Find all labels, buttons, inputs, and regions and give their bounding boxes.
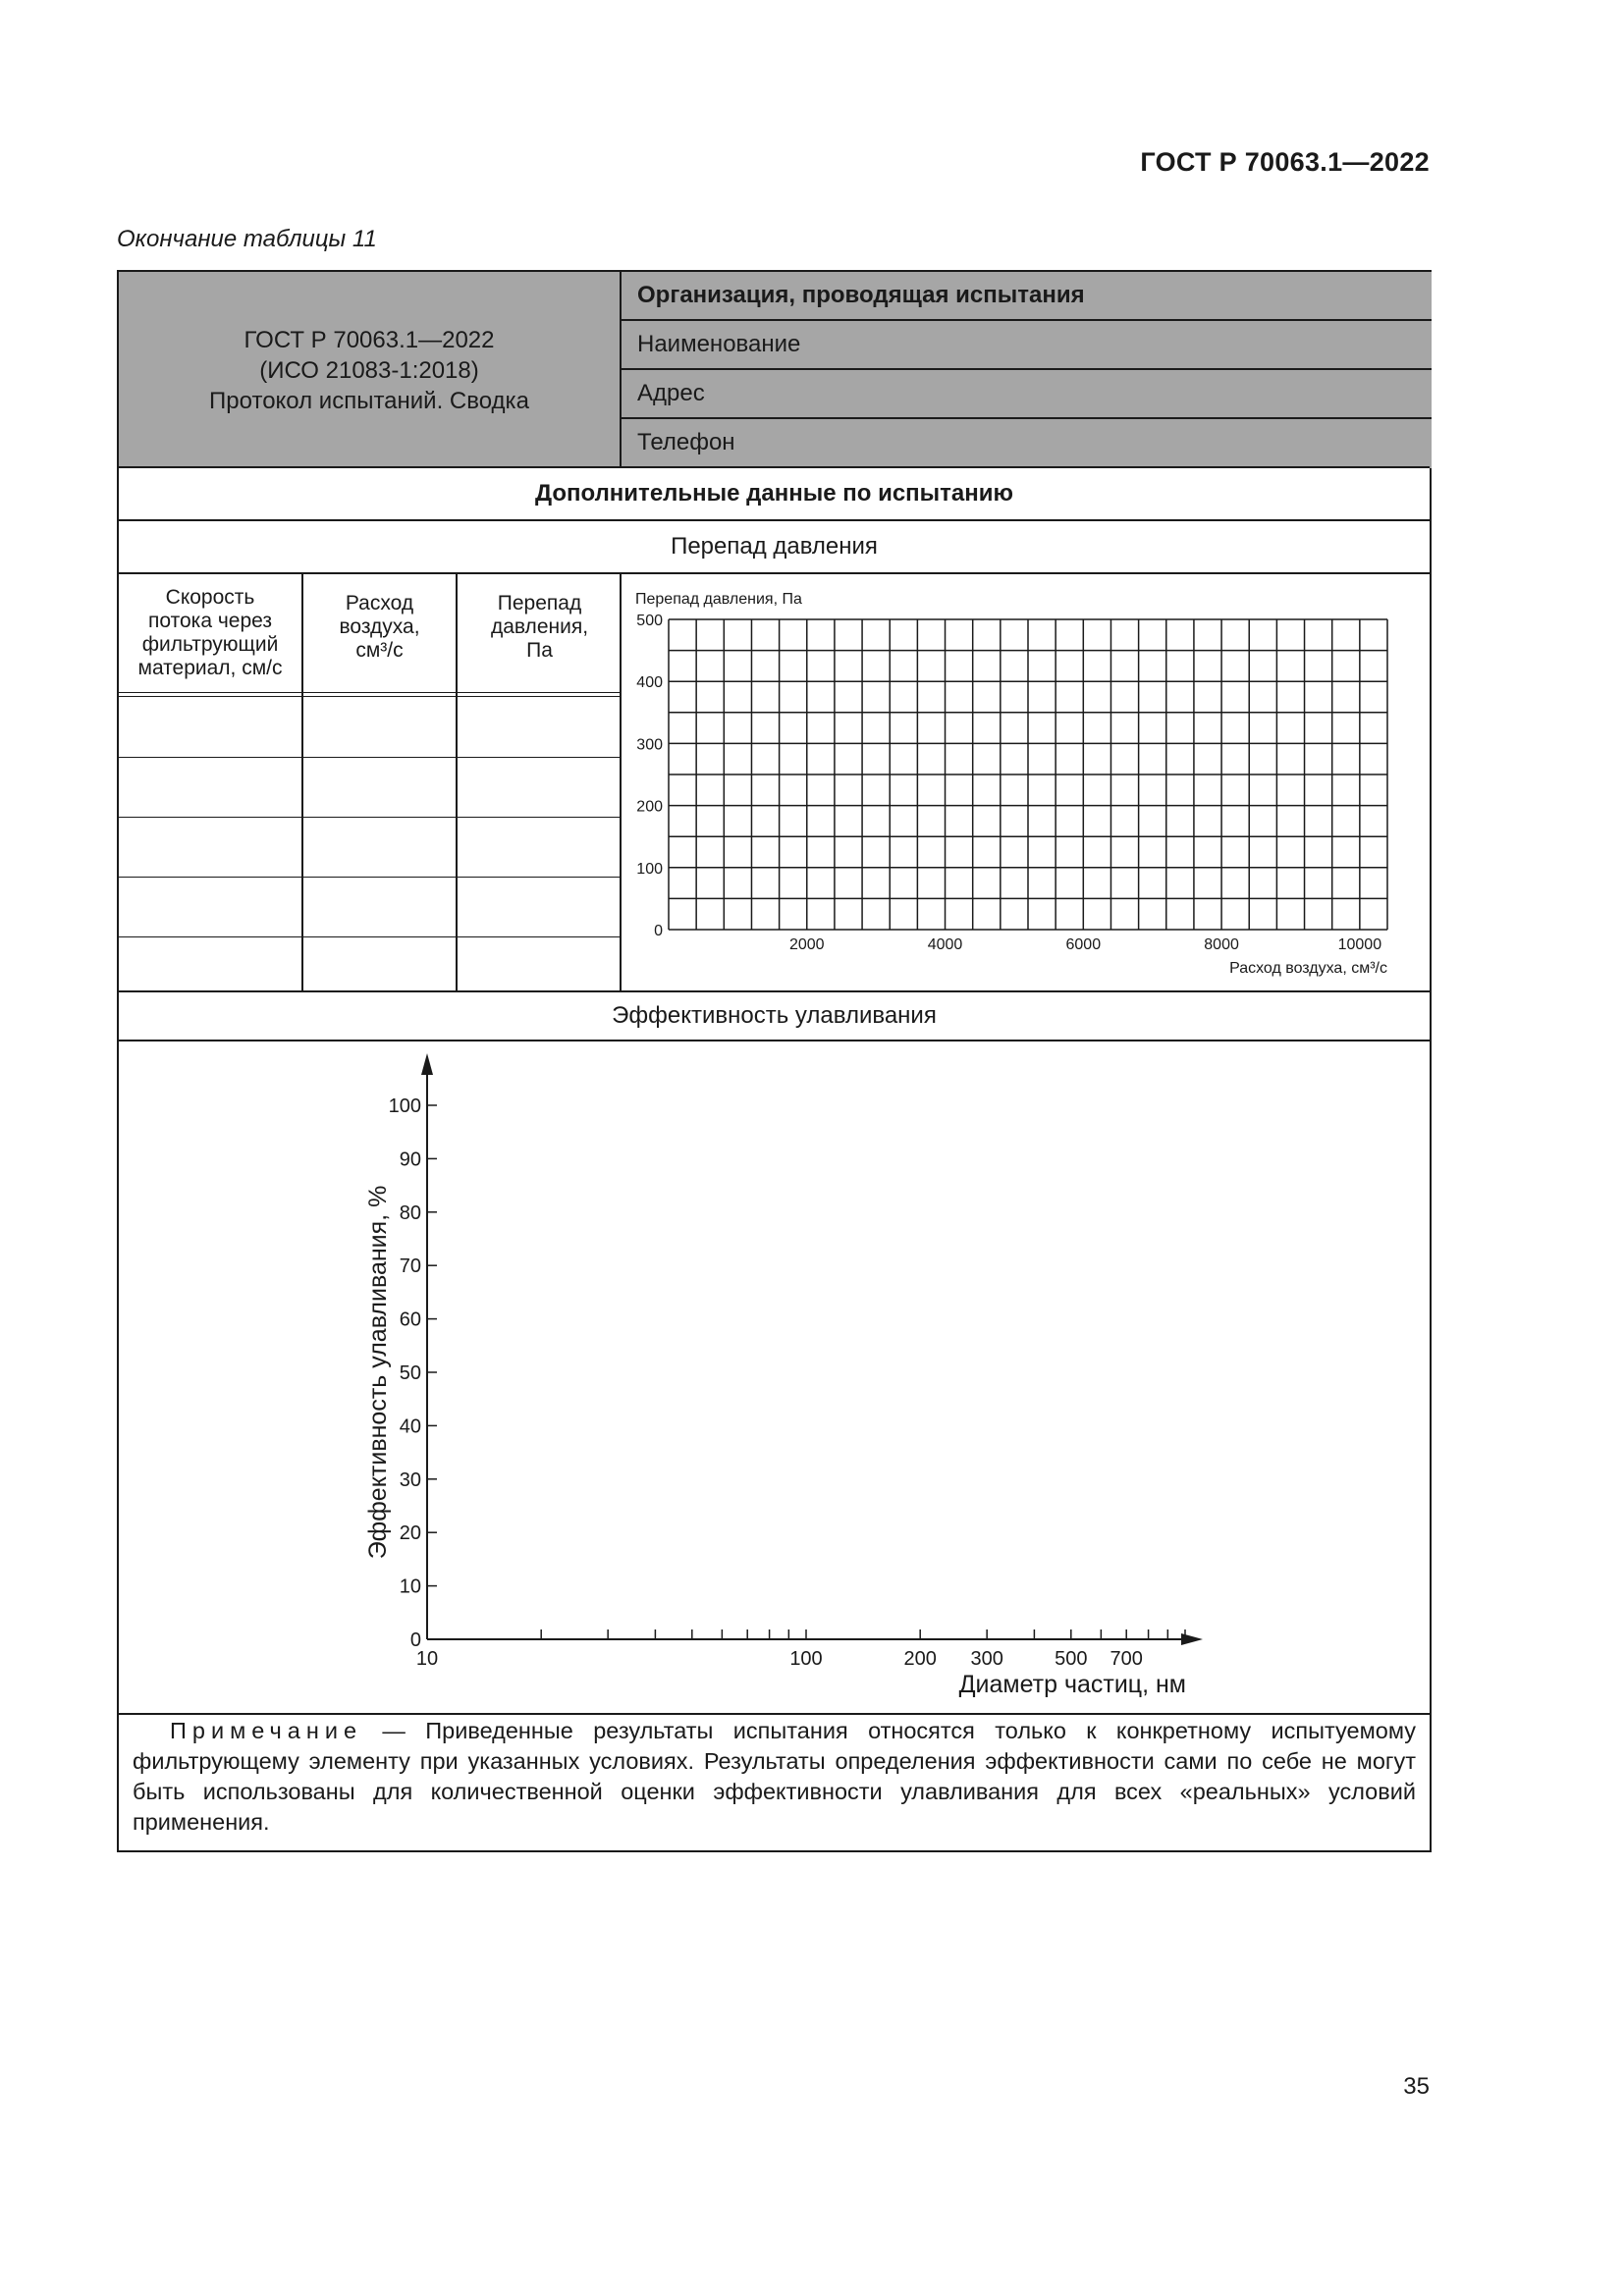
- col-header-pressure-drop: [458, 574, 622, 692]
- x-tick-label: 6000: [1065, 936, 1102, 953]
- title-protocol: Протокол испытаний. Сводка: [209, 387, 529, 414]
- x-tick-label: 4000: [927, 936, 963, 953]
- y-tick-label: 400: [636, 674, 663, 692]
- divider: [119, 1713, 1430, 1715]
- x-axis-label: Расход воздуха, см³/с: [1229, 960, 1387, 977]
- table-caption: Окончание таблицы 11: [117, 226, 377, 252]
- divider: [622, 417, 1432, 419]
- col-header-line: Скорость: [165, 586, 255, 609]
- divider: [622, 319, 1432, 321]
- org-phone-label: Телефон: [637, 429, 735, 455]
- pressure-drop-chart: [622, 574, 1430, 990]
- y-tick-label: 500: [636, 613, 663, 629]
- efficiency-chart: [119, 1041, 1430, 1698]
- divider: [119, 692, 622, 693]
- x-tick-label: 300: [970, 1648, 1003, 1670]
- col-header-line: воздуха,: [339, 615, 420, 638]
- y-tick-label: 0: [654, 923, 663, 939]
- col-header-line: см³/с: [355, 639, 404, 662]
- col-header-line: давления,: [490, 615, 589, 638]
- note-label: Примечание: [170, 1718, 363, 1743]
- standard-header: ГОСТ Р 70063.1—2022: [1140, 147, 1430, 177]
- title-block: [119, 272, 620, 468]
- y-tick-label: 50: [399, 1362, 421, 1384]
- y-tick-label: 60: [399, 1308, 421, 1331]
- x-tick-label: 10: [415, 1648, 439, 1670]
- x-tick-label: 10000: [1337, 936, 1382, 953]
- y-tick-label: 20: [399, 1522, 421, 1545]
- col-header-line: материал, см/с: [137, 657, 283, 679]
- divider: [119, 696, 622, 697]
- y-tick-label: 70: [399, 1255, 421, 1278]
- col-header-air-flow: [303, 574, 456, 692]
- divider: [620, 272, 622, 468]
- y-tick-label: 100: [636, 860, 663, 878]
- col-header-line: Расход: [345, 592, 414, 614]
- org-address-label: Адрес: [637, 380, 705, 406]
- col-header-line: фильтрующий: [141, 633, 279, 656]
- table-row: [119, 757, 622, 758]
- table-row: [119, 817, 622, 818]
- title-iso: (ИСО 21083-1:2018): [259, 356, 479, 384]
- y-tick-label: 10: [399, 1575, 421, 1598]
- title-standard: ГОСТ Р 70063.1—2022: [244, 326, 495, 353]
- y-tick-label: 100: [388, 1095, 421, 1117]
- additional-data-heading: Дополнительные данные по испытанию: [534, 480, 1014, 507]
- pressure-heading: Перепад давления: [671, 533, 878, 560]
- y-tick-label: 40: [399, 1415, 421, 1438]
- x-tick-label: 8000: [1204, 936, 1239, 953]
- efficiency-heading: Эффективность улавливания: [612, 1002, 937, 1029]
- y-axis-arrow: [421, 1053, 433, 1075]
- x-tick-label: 100: [789, 1648, 823, 1670]
- test-report-table: [117, 270, 1432, 1852]
- y-tick-label: 90: [399, 1148, 421, 1171]
- org-heading: Организация, проводящая испытания: [637, 282, 1085, 308]
- x-tick-label: 500: [1055, 1648, 1088, 1670]
- divider: [456, 574, 458, 992]
- divider: [622, 368, 1432, 370]
- note-text: — Приведенные результаты испытания относятся только к конкретному испытуемому фильтрующему элементу при указанных условиях. Результаты определения эффективности сами по себе не могут быть использованы для количественной оценки эффективности улавливания для всех «реальных» условий применения.: [133, 1718, 1416, 1835]
- col-header-flow-speed: [119, 574, 301, 692]
- col-header-line: потока через: [148, 610, 272, 632]
- col-header-line: Перепад: [497, 592, 582, 614]
- y-tick-label: 300: [636, 736, 663, 754]
- table-row: [119, 936, 622, 937]
- y-tick-label: 0: [409, 1629, 421, 1651]
- y-tick-label: 80: [399, 1201, 421, 1224]
- x-tick-label: 200: [903, 1648, 937, 1670]
- x-tick-label: 2000: [788, 936, 825, 953]
- page-number: 35: [1403, 2073, 1430, 2100]
- y-axis-label: Эффективность улавливания, %: [364, 1185, 392, 1560]
- y-tick-label: 30: [399, 1468, 421, 1491]
- y-tick-label: 200: [636, 798, 663, 816]
- note: [117, 1716, 1432, 1838]
- divider: [301, 574, 303, 992]
- x-tick-label: 700: [1110, 1648, 1143, 1670]
- org-name-label: Наименование: [637, 331, 801, 357]
- y-axis-label: Перепад давления, Па: [635, 591, 802, 608]
- x-axis-label: Диаметр частиц, нм: [958, 1671, 1186, 1698]
- col-header-line: Па: [526, 639, 553, 662]
- table-row: [119, 877, 622, 878]
